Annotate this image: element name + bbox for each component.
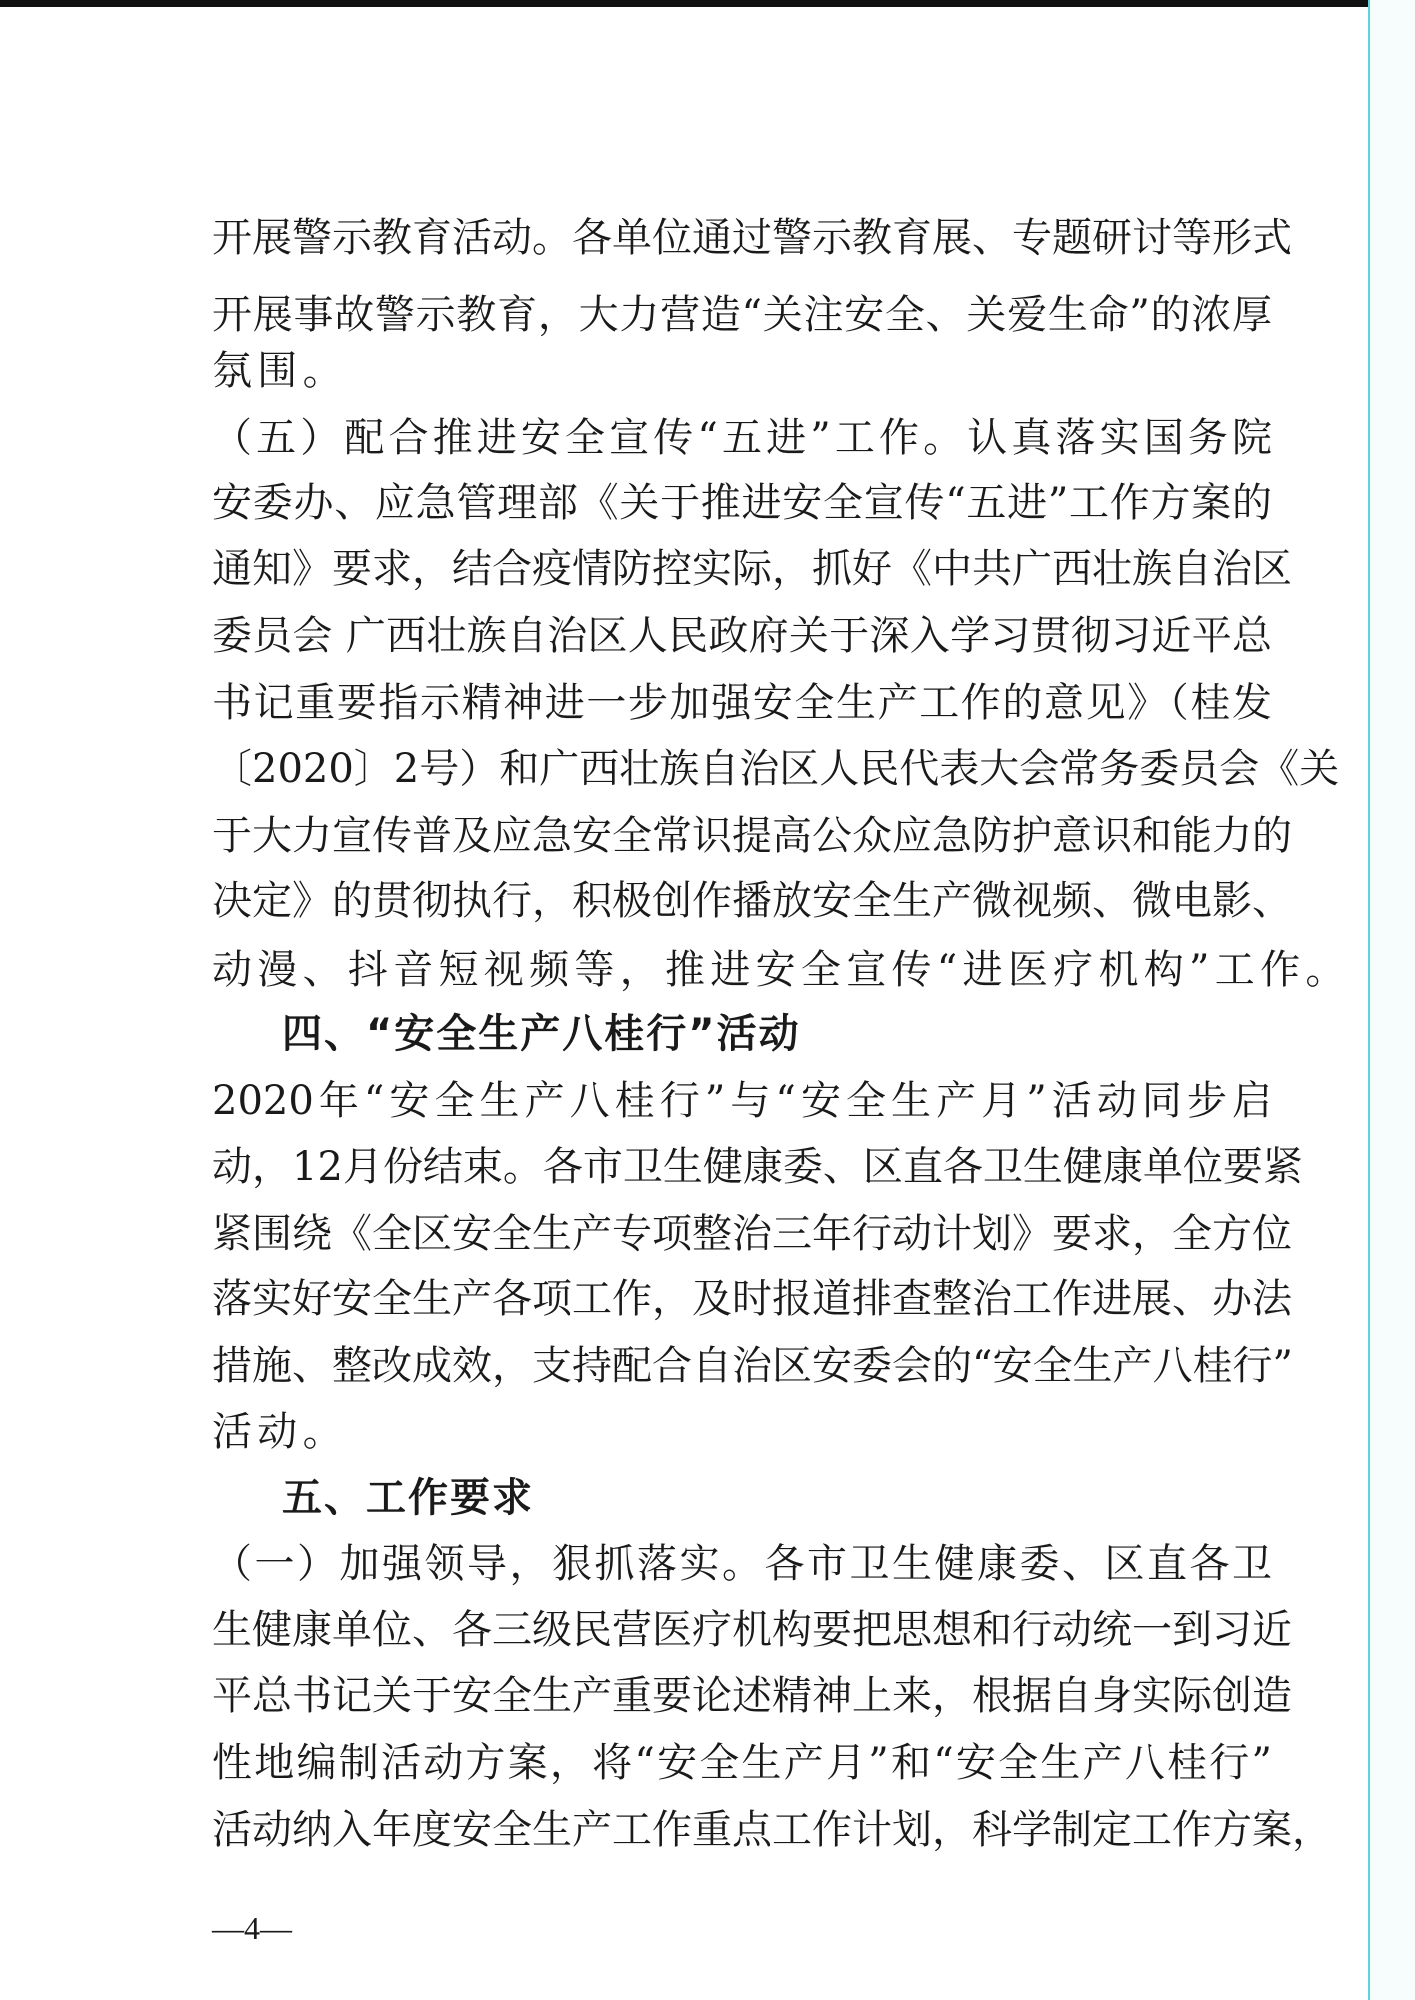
body-line: 动漫、抖音短视频等，推进安全宣传“进医疗机构”工作。 [212, 947, 1351, 993]
body-line: （五）配合推进安全宣传“五进”工作。认真落实国务院 [212, 415, 1272, 461]
section-heading: 四、“安全生产八桂行”活动 [282, 1011, 801, 1057]
body-line: 紧围绕《全区安全生产专项整治三年行动计划》要求，全方位 [212, 1211, 1292, 1257]
body-line: 决定》的贯彻执行，积极创作播放安全生产微视频、微电影、 [212, 878, 1292, 924]
body-line: 〔2020〕2号）和广西壮族自治区人民代表大会常务委员会《关 [212, 746, 1340, 792]
body-line: 开展警示教育活动。各单位通过警示教育展、专题研讨等形式 [212, 215, 1292, 261]
body-line: 活动纳入年度安全生产工作重点工作计划，科学制定工作方案， [212, 1807, 1332, 1853]
body-line: 性地编制活动方案，将“安全生产月”和“安全生产八桂行” [212, 1740, 1272, 1786]
section-heading: 五、工作要求 [282, 1475, 534, 1521]
body-line: 2020年“安全生产八桂行”与“安全生产月”活动同步启 [212, 1078, 1272, 1124]
body-line: 委员会 广西壮族自治区人民政府关于深入学习贯彻习近平总 [212, 613, 1272, 659]
body-line: 开展事故警示教育，大力营造“关注安全、关爱生命”的浓厚 [212, 292, 1272, 338]
body-line: 措施、整改成效，支持配合自治区安委会的“安全生产八桂行” [212, 1343, 1293, 1389]
body-line: 安委办、应急管理部《关于推进安全宣传“五进”工作方案的 [212, 480, 1272, 526]
scan-right-edge [1368, 0, 1370, 2000]
body-line: 于大力宣传普及应急安全常识提高公众应急防护意识和能力的 [212, 813, 1292, 859]
body-line: 生健康单位、各三级民营医疗机构要把思想和行动统一到习近 [212, 1607, 1292, 1653]
scan-margin [1370, 0, 1415, 2000]
body-line: 通知》要求，结合疫情防控实际，抓好《中共广西壮族自治区 [212, 546, 1292, 592]
page-number: —4— [212, 1910, 292, 1946]
body-line: 氛围。 [212, 348, 348, 394]
body-line: 书记重要指示精神进一步加强安全生产工作的意见》（桂发 [212, 680, 1272, 726]
body-line: 动，12月份结束。各市卫生健康委、区直各卫生健康单位要紧 [212, 1144, 1303, 1190]
body-line: 落实好安全生产各项工作，及时报道排查整治工作进展、办法 [212, 1276, 1292, 1322]
body-line: 活动。 [212, 1409, 348, 1455]
body-line: 平总书记关于安全生产重要论述精神上来，根据自身实际创造 [212, 1673, 1292, 1719]
body-line: （一）加强领导，狠抓落实。各市卫生健康委、区直各卫 [212, 1541, 1272, 1587]
scan-top-edge [0, 0, 1370, 7]
